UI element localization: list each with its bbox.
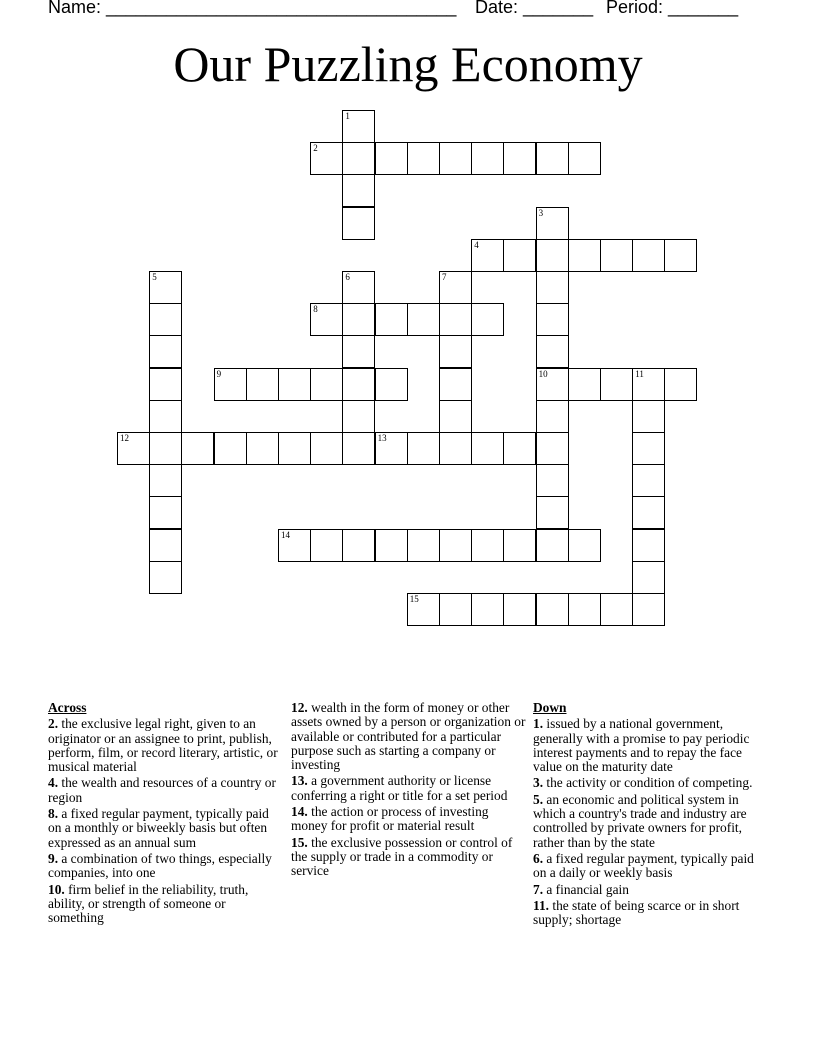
- grid-cell[interactable]: [149, 432, 182, 465]
- clue-number: 15: [409, 594, 419, 604]
- clue-number: 14: [281, 529, 290, 540]
- clue-across-10: 10. firm belief in the reliability, truth, ability, or strength of someone or something: [48, 881, 249, 926]
- grid-cell[interactable]: [503, 239, 536, 272]
- grid-cell[interactable]: [375, 432, 408, 465]
- grid-cell[interactable]: [568, 142, 601, 175]
- grid-cell[interactable]: [632, 432, 665, 465]
- grid-cell[interactable]: [117, 432, 150, 465]
- name-field[interactable]: Name: ___________________________________: [48, 0, 457, 17]
- grid-cell[interactable]: [536, 207, 569, 240]
- grid-cell[interactable]: [632, 496, 665, 529]
- grid-cell[interactable]: [214, 432, 247, 465]
- grid-cell[interactable]: [439, 335, 472, 368]
- grid-cell[interactable]: [407, 142, 440, 175]
- clue-number: 1: [345, 111, 350, 121]
- grid-cell[interactable]: [439, 400, 472, 433]
- grid-cell[interactable]: [439, 368, 472, 401]
- grid-cell[interactable]: [503, 529, 536, 562]
- clue-down-5: 5. an economic and political system in which a country's trade and industry are controlled by private owners for profit, rather than by the state: [533, 791, 747, 850]
- grid-cell[interactable]: [407, 593, 440, 626]
- clue-across-2: 2. the exclusive legal right, given to an originator or an assignee to print, publish, perform, film, or record literary, artistic, or musical material: [48, 716, 278, 775]
- grid-cell[interactable]: [439, 271, 472, 304]
- grid-cell[interactable]: [342, 303, 375, 336]
- grid-cell[interactable]: [439, 529, 472, 562]
- grid-cell[interactable]: [342, 271, 375, 304]
- grid-cell[interactable]: [407, 432, 440, 465]
- clue-number: 11: [635, 368, 644, 379]
- clue-number: 5: [152, 272, 157, 282]
- clue-number: 4: [474, 239, 479, 250]
- grid-cell[interactable]: [310, 142, 343, 175]
- grid-cell[interactable]: [471, 303, 504, 336]
- clue-across-15: 15. the exclusive possession or control of the supply or trade in a commodity or service: [291, 834, 513, 879]
- grid-cell[interactable]: [632, 529, 665, 562]
- grid-cell[interactable]: [600, 593, 633, 626]
- grid-cell[interactable]: [536, 464, 569, 497]
- grid-cell[interactable]: [149, 271, 182, 304]
- clue-number: 8: [313, 304, 318, 315]
- period-field[interactable]: Period: _______: [606, 0, 739, 17]
- grid-cell[interactable]: [342, 110, 375, 143]
- grid-cell[interactable]: [632, 400, 665, 433]
- clue-down-6: 6. a fixed regular payment, typically paid on a daily or weekly basis: [533, 850, 754, 881]
- grid-cell[interactable]: [503, 142, 536, 175]
- grid-cell[interactable]: [149, 496, 182, 529]
- across-heading: Across: [48, 700, 87, 715]
- across-clues-column-1: [48, 701, 278, 927]
- clue-number: 7: [442, 272, 447, 282]
- grid-cell[interactable]: [342, 335, 375, 368]
- grid-cell[interactable]: [149, 561, 182, 594]
- grid-cell[interactable]: [536, 432, 569, 465]
- grid-cell[interactable]: [439, 593, 472, 626]
- clue-number: 3: [538, 207, 544, 218]
- grid-cell[interactable]: [439, 303, 472, 336]
- grid-cell[interactable]: [375, 142, 408, 175]
- grid-cell[interactable]: [407, 529, 440, 562]
- grid-cell[interactable]: [632, 561, 665, 594]
- grid-cell[interactable]: [149, 335, 182, 368]
- clue-down-7: 7. a financial gain: [533, 881, 629, 897]
- across-clues-column-2: [291, 701, 526, 881]
- clue-number: 2: [313, 143, 318, 154]
- grid-cell[interactable]: [342, 529, 375, 562]
- clue-number: 10: [538, 368, 548, 379]
- clue-across-4: 4. the wealth and resources of a country or region: [48, 775, 276, 805]
- grid-cell[interactable]: [600, 368, 633, 401]
- clue-number: 9: [216, 368, 222, 379]
- grid-cell[interactable]: [632, 593, 665, 626]
- grid-cell[interactable]: [664, 239, 697, 272]
- clue-number: 6: [345, 272, 350, 282]
- grid-cell[interactable]: [310, 368, 343, 401]
- grid-cell[interactable]: [536, 271, 569, 304]
- grid-cell[interactable]: [632, 239, 665, 272]
- grid-cell[interactable]: [536, 400, 569, 433]
- grid-cell[interactable]: [375, 368, 408, 401]
- clue-across-13: 13. a government authority or license conferring a right or title for a set period: [291, 773, 508, 803]
- grid-cell[interactable]: [310, 303, 343, 336]
- grid-cell[interactable]: [342, 174, 375, 207]
- grid-cell[interactable]: [471, 593, 504, 626]
- grid-cell[interactable]: [149, 529, 182, 562]
- grid-cell[interactable]: [536, 529, 569, 562]
- page-title: Our Puzzling Economy: [173, 36, 643, 92]
- date-field[interactable]: Date: _______: [475, 0, 594, 17]
- grid-cell[interactable]: [149, 368, 182, 401]
- clue-number: 12: [120, 433, 129, 443]
- grid-cell[interactable]: [181, 432, 214, 465]
- grid-cell[interactable]: [536, 239, 569, 272]
- grid-cell[interactable]: [536, 368, 569, 401]
- grid-cell[interactable]: [310, 432, 343, 465]
- clue-down-3: 3. the activity or condition of competing.: [533, 775, 753, 791]
- grid-cell[interactable]: [342, 400, 375, 433]
- grid-cell[interactable]: [375, 303, 408, 336]
- grid-cell[interactable]: [246, 368, 279, 401]
- clue-across-12: 12. wealth in the form of money or other assets owned by a person or organization or available or contributed for a particular purpose such as starting a company or investing: [291, 700, 526, 773]
- grid-cell[interactable]: [632, 368, 665, 401]
- grid-cell[interactable]: [568, 239, 601, 272]
- grid-cell[interactable]: [246, 432, 279, 465]
- grid-cell[interactable]: [536, 593, 569, 626]
- grid-cell[interactable]: [278, 368, 311, 401]
- clue-number: 13: [377, 433, 387, 443]
- clue-across-14: 14. the action or process of investing money for profit or material result: [291, 804, 489, 834]
- grid-cell[interactable]: [214, 368, 247, 401]
- grid-cell[interactable]: [536, 335, 569, 368]
- down-clues-column: [533, 701, 768, 929]
- grid-cell[interactable]: [471, 432, 504, 465]
- grid-cell[interactable]: [568, 593, 601, 626]
- grid-cell[interactable]: [310, 529, 343, 562]
- grid-cell[interactable]: [439, 142, 472, 175]
- grid-cell[interactable]: [536, 142, 569, 175]
- grid-cell[interactable]: [568, 529, 601, 562]
- grid-cell[interactable]: [471, 529, 504, 562]
- grid-cell[interactable]: [375, 529, 408, 562]
- grid-cell[interactable]: [278, 432, 311, 465]
- grid-cell[interactable]: [407, 303, 440, 336]
- grid-cell[interactable]: [536, 496, 569, 529]
- grid-cell[interactable]: [149, 303, 182, 336]
- clue-down-1: 1. issued by a national government, generally with a promise to pay periodic interest payments and to repay the face value on the maturity date: [533, 716, 750, 775]
- grid-cell[interactable]: [439, 432, 472, 465]
- grid-cell[interactable]: [536, 303, 569, 336]
- clue-across-9: 9. a combination of two things, especially companies, into one: [48, 850, 272, 881]
- grid-cell[interactable]: [632, 464, 665, 497]
- grid-cell[interactable]: [149, 464, 182, 497]
- clue-across-8: 8. a fixed regular payment, typically paid on a monthly or biweekly basis but often expressed as an annual sum: [48, 806, 269, 850]
- grid-cell[interactable]: [342, 142, 375, 175]
- grid-cell[interactable]: [664, 368, 697, 401]
- grid-cell[interactable]: [342, 368, 375, 401]
- grid-cell[interactable]: [503, 432, 536, 465]
- down-heading: Down: [533, 700, 567, 715]
- grid-cell[interactable]: [471, 142, 504, 175]
- grid-cell[interactable]: [149, 400, 182, 433]
- grid-cell[interactable]: [342, 432, 375, 465]
- grid-cell[interactable]: [471, 239, 504, 272]
- clue-down-11: 11. the state of being scarce or in short supply; shortage: [533, 897, 740, 928]
- grid-cell[interactable]: [600, 239, 633, 272]
- grid-cell[interactable]: [342, 207, 375, 240]
- grid-cell[interactable]: [278, 529, 311, 562]
- grid-cell[interactable]: [568, 368, 601, 401]
- grid-cell[interactable]: [503, 593, 536, 626]
